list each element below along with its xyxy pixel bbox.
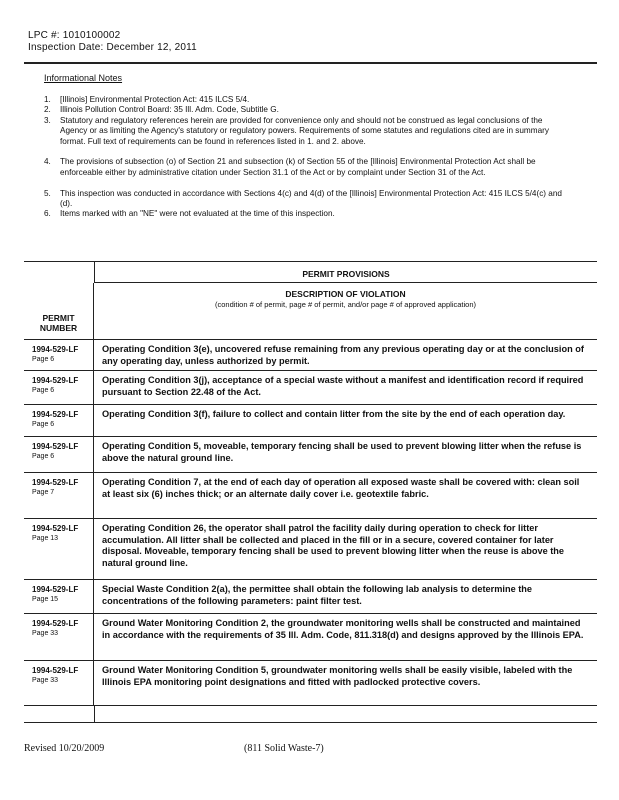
permit-number: 1994-529-LF bbox=[32, 442, 79, 451]
note-item bbox=[44, 209, 564, 219]
table-row bbox=[24, 371, 597, 405]
violation-description: Special Waste Condition 2(a), the permittee shall obtain the following lab analysis to determine the concentrations of the following parameters: paint filter test. bbox=[102, 584, 533, 606]
permit-number: 1994-529-LF bbox=[32, 478, 79, 487]
table-row bbox=[24, 614, 597, 661]
note-text: The provisions of subsection (o) of Section 21 and subsection (k) of Section 55 of the [Illinois] Environmental Protection Act shall be enforceable either by administrative citation under Section 31.1 of the Act or by complaint under Section 31 of the Act. bbox=[60, 157, 536, 177]
revised-date: Revised 10/20/2009 bbox=[24, 743, 105, 754]
note-item bbox=[44, 105, 564, 115]
note-item bbox=[44, 157, 564, 188]
permit-number: 1994-529-LF bbox=[32, 376, 79, 385]
table-row bbox=[24, 519, 597, 580]
header-divider bbox=[24, 62, 597, 64]
permit-number: 1994-529-LF bbox=[32, 410, 79, 419]
informational-notes-list bbox=[44, 95, 564, 220]
permit-page: Page 6 bbox=[32, 387, 55, 394]
permit-page: Page 33 bbox=[32, 630, 59, 637]
permit-number: 1994-529-LF bbox=[32, 345, 79, 354]
description-header: DESCRIPTION OF VIOLATION bbox=[285, 289, 406, 299]
table-row bbox=[24, 437, 597, 473]
permit-number: 1994-529-LF bbox=[32, 666, 79, 675]
permit-number: 1994-529-LF bbox=[32, 585, 79, 594]
permit-page: Page 15 bbox=[32, 596, 59, 603]
table-row bbox=[24, 473, 597, 519]
note-text: [Illinois] Environmental Protection Act: 415 ILCS 5/4. bbox=[60, 95, 250, 104]
note-item bbox=[44, 95, 564, 105]
violation-description: Operating Condition 26, the operator shall patrol the facility daily during operation to check for litter accumulation. All litter shall be collected and placed in the fill or in a secure, covered container for later disposal. Moveable, temporary fencing shall be used to prevent blowing litter when the reuse is above the natural ground line. bbox=[102, 523, 565, 568]
inspection-date: Inspection Date: December 12, 2011 bbox=[28, 42, 197, 53]
note-number: 3. bbox=[44, 115, 51, 125]
note-text: This inspection was conducted in accordance with Sections 4(c) and 4(d) of the [Illinois] Environmental Protection Act: 415 ILCS 5/4(c) and (d). bbox=[60, 188, 562, 208]
permit-page: Page 7 bbox=[32, 489, 55, 496]
informational-notes-title: Informational Notes bbox=[44, 73, 123, 83]
table-header-row bbox=[24, 283, 597, 340]
note-number: 4. bbox=[44, 157, 51, 167]
permit-provisions-title: PERMIT PROVISIONS bbox=[95, 262, 597, 283]
description-subheader: (condition # of permit, page # of permit, and/or page # of approved application) bbox=[215, 300, 476, 309]
permit-page: Page 33 bbox=[32, 677, 59, 684]
lpc-number: LPC #: 1010100002 bbox=[28, 30, 121, 41]
permit-number: 1994-529-LF bbox=[32, 524, 79, 533]
permit-page: Page 6 bbox=[32, 421, 55, 428]
table-row bbox=[24, 661, 597, 706]
permit-page: Page 6 bbox=[32, 453, 55, 460]
violation-description: Operating Condition 3(e), uncovered refuse remaining from any previous operating day or at the conclusion of any operating day, unless authorized by permit. bbox=[102, 344, 584, 366]
table-row bbox=[24, 405, 597, 437]
violation-description: Ground Water Monitoring Condition 2, the groundwater monitoring wells shall be constructed and maintained in accordance with the requirements of 35 Ill. Adm. Code, 811.318(d) and designs approved by the Illinois EPA. bbox=[102, 618, 584, 640]
form-number: (811 Solid Waste-7) bbox=[244, 743, 324, 754]
note-item bbox=[44, 189, 564, 210]
table-row bbox=[24, 580, 597, 614]
permit-number: 1994-529-LF bbox=[32, 619, 79, 628]
table-blank-row bbox=[24, 706, 597, 722]
note-number: 6. bbox=[44, 209, 51, 219]
note-text: Items marked with an "NE" were not evaluated at the time of this inspection. bbox=[60, 209, 335, 219]
permit-page: Page 6 bbox=[32, 356, 55, 363]
note-text: Illinois Pollution Control Board: 35 Ill. Adm. Code, Subtitle G. bbox=[60, 105, 279, 115]
permit-provisions-table bbox=[24, 261, 597, 723]
violation-description: Ground Water Monitoring Condition 5, groundwater monitoring wells shall be easily visible, labeled with the Illinois EPA monitoring point designations and fitted with padlocked protective covers. bbox=[102, 665, 573, 687]
note-item bbox=[44, 116, 564, 158]
table-row bbox=[24, 340, 597, 371]
note-number: 2. bbox=[44, 105, 51, 115]
violation-description: Operating Condition 5, moveable, temporary fencing shall be used to prevent blowing litter when the refuse is above the natural ground line. bbox=[102, 441, 582, 463]
permit-page: Page 13 bbox=[32, 535, 59, 542]
violation-description: Operating Condition 3(f), failure to collect and contain litter from the site by the end of each operation day. bbox=[102, 409, 566, 419]
violation-description: Operating Condition 7, at the end of each day of operation all exposed waste shall be covered with: clean soil at least six (6) inches thick; or an alternate daily cover i.e. geotextile fabric. bbox=[102, 477, 580, 499]
violation-description: Operating Condition 3(j), acceptance of a special waste without a manifest and identification record if required pursuant to Section 22.48 of the Act. bbox=[102, 375, 584, 397]
note-number: 5. bbox=[44, 188, 51, 198]
note-number: 1. bbox=[44, 95, 51, 104]
note-text: Statutory and regulatory references herein are provided for convenience only and should not be construed as legal conclusions of the Agency or as limiting the Agency's statutory or regulatory powers. Requirements of some statutes and regulations cited are in summary format. Full text of requirements can be found in references listed in 1. and 2. above. bbox=[60, 115, 549, 146]
permit-number-header: PERMIT NUMBER bbox=[24, 283, 94, 339]
